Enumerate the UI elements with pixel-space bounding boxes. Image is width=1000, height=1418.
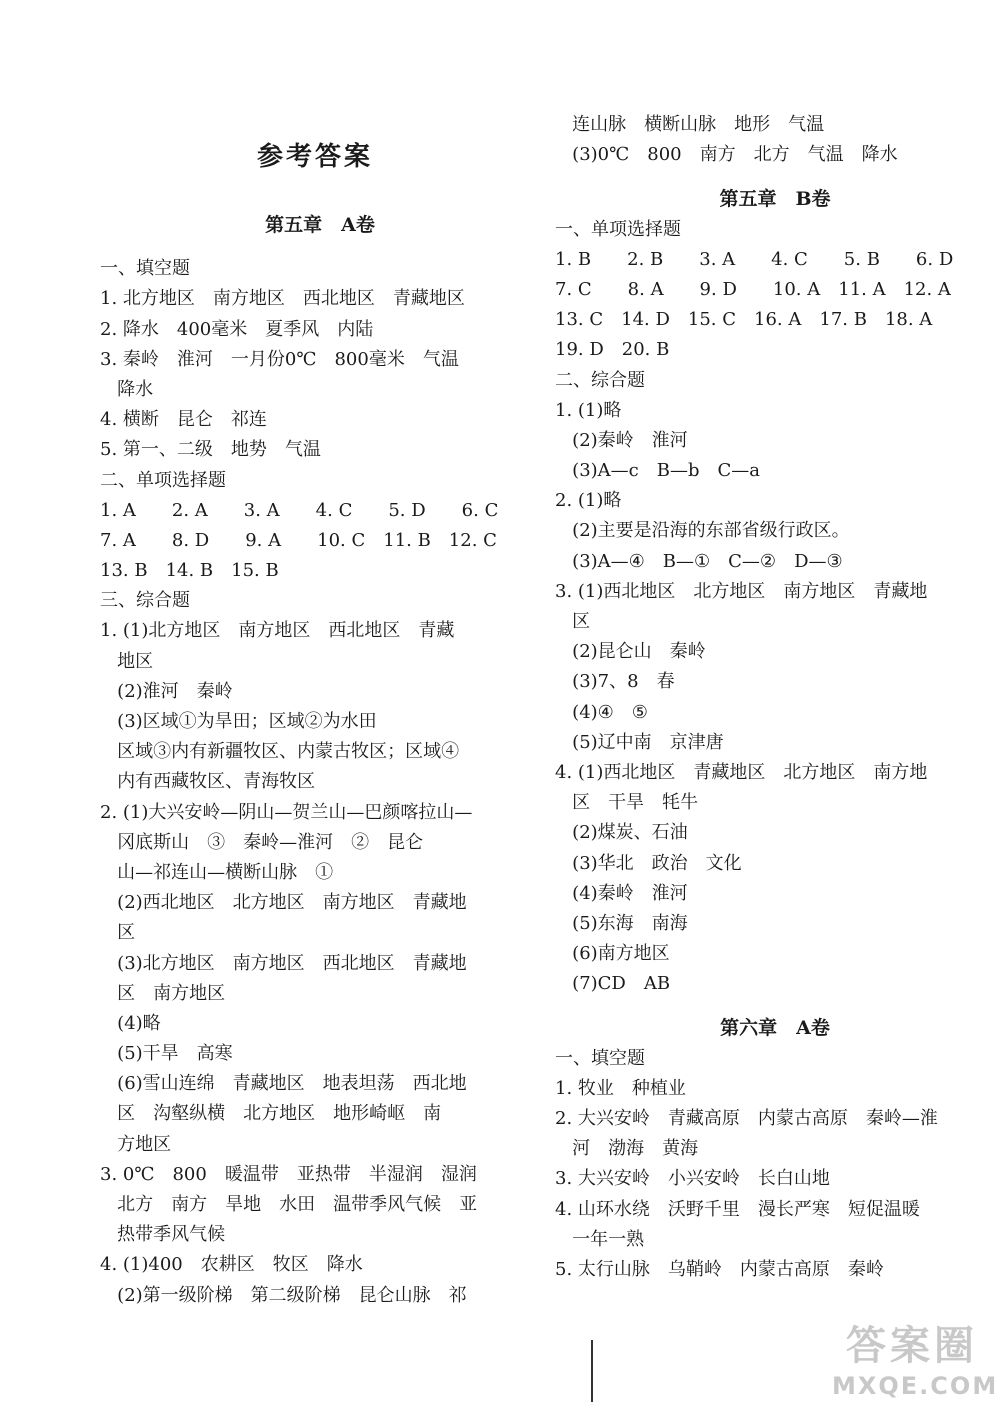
answer-line: 2. 大兴安岭 青藏高原 内蒙古高原 秦岭—淮 — [555, 1108, 938, 1129]
answer-line: 4. (1)400 农耕区 牧区 降水 — [100, 1254, 363, 1276]
answer-line: 连山脉 横断山脉 地形 气温 — [555, 114, 825, 135]
watermark-logo — [832, 1320, 999, 1410]
answer-line: 区 — [555, 611, 591, 632]
answer-line: (2)西北地区 北方地区 南方地区 青藏地 — [100, 892, 467, 914]
answer-line: 1. 北方地区 南方地区 西北地区 青藏地区 — [100, 288, 465, 310]
answer-line: (3)北方地区 南方地区 西北地区 青藏地 — [100, 952, 467, 974]
answer-line: 3. 大兴安岭 小兴安岭 长白山地 — [555, 1168, 830, 1190]
answer-line: (7)CD AB — [555, 973, 671, 995]
answer-line: 河 渤海 黄海 — [555, 1138, 699, 1160]
answer-line: 冈底斯山 ③ 秦岭—淮河 ② 昆仑 — [100, 831, 424, 853]
answer-line: 19. D 20. B — [555, 339, 670, 361]
section-heading: 第六章 A卷 — [720, 1017, 830, 1040]
answer-line: (3)华北 政治 文化 — [555, 852, 742, 874]
answer-line: (3)7、8 春 — [555, 671, 675, 693]
answer-line: 内有西藏牧区、青海牧区 — [100, 771, 316, 793]
answer-line: 二、单项选择题 — [100, 469, 226, 491]
answer-line: 1. (1)略 — [555, 399, 622, 421]
answer-line: 1. A 2. A 3. A 4. C 5. D 6. C — [100, 499, 499, 521]
spacer — [555, 999, 995, 1013]
right-column — [555, 110, 995, 1285]
answer-line: (2)淮河 秦岭 — [100, 680, 233, 702]
answer-line: 7. C 8. A 9. D 10. A 11. A 12. A — [555, 278, 951, 300]
answer-line: 5. 太行山脉 乌鞘岭 内蒙古高原 秦岭 — [555, 1258, 884, 1280]
answer-line: (5)辽中南 京津唐 — [555, 731, 724, 753]
answer-line: 7. A 8. D 9. A 10. C 11. B 12. C — [100, 529, 497, 551]
answer-line: 13. B 14. B 15. B — [100, 560, 279, 582]
answer-line: 热带季风气候 — [100, 1224, 226, 1246]
answer-line: (3)A—④ B—① C—② D—③ — [555, 550, 843, 572]
answer-line: 地区 — [100, 650, 154, 672]
answer-line: 4. 横断 昆仑 祁连 — [100, 409, 267, 431]
page-title: 参考答案 — [256, 142, 373, 172]
answer-line: (5)干旱 高寒 — [100, 1043, 233, 1065]
answer-line: (5)东海 南海 — [555, 912, 688, 934]
answer-line: (2)主要是沿海的东部省级行政区。 — [555, 520, 850, 542]
answer-line: (3)0℃ 800 南方 北方 气温 降水 — [555, 144, 898, 166]
answer-line: 3. 0℃ 800 暖温带 亚热带 半湿润 湿润 — [100, 1163, 477, 1185]
spacer — [100, 240, 540, 254]
answer-line: (3)区域①为旱田；区域②为水田 — [100, 711, 377, 732]
answer-line: 2. 降水 400毫米 夏季风 内陆 — [100, 318, 374, 340]
answer-line: (4)略 — [100, 1012, 161, 1034]
answer-line: 方地区 — [100, 1133, 172, 1155]
left-column — [100, 210, 540, 1311]
answer-line: (2)昆仑山 秦岭 — [555, 641, 706, 663]
answer-line: 1. (1)北方地区 南方地区 西北地区 青藏 — [100, 620, 455, 642]
answer-line: (2)第一级阶梯 第二级阶梯 昆仑山脉 祁 — [100, 1284, 467, 1306]
answer-line: 4. (1)西北地区 青藏地区 北方地区 南方地 — [555, 761, 928, 783]
answer-line: (6)南方地区 — [555, 943, 670, 965]
watermark-main-text: 答案圈 — [846, 1323, 978, 1369]
answer-line: 1. 牧业 种植业 — [555, 1077, 686, 1099]
answer-line: 3. (1)西北地区 北方地区 南方地区 青藏地 — [555, 580, 928, 602]
answer-line: 三、综合题 — [100, 590, 190, 612]
answer-line: 2. (1)略 — [555, 490, 622, 512]
answer-line: 北方 南方 旱地 水田 温带季风气候 亚 — [100, 1194, 478, 1215]
answer-line: (4)秦岭 淮河 — [555, 882, 688, 904]
answer-line: 13. C 14. D 15. C 16. A 17. B 18. A — [555, 309, 933, 331]
answer-line: (4)④ ⑤ — [555, 701, 648, 723]
section-heading: 第五章 A卷 — [265, 214, 375, 236]
answer-line: 区 — [100, 922, 136, 944]
answer-line: 5. 第一、二级 地势 气温 — [100, 439, 321, 461]
answer-line: 山—祁连山—横断山脉 ① — [100, 861, 334, 883]
answer-line: (2)煤炭、石油 — [555, 822, 688, 844]
page-crease-mark — [591, 1340, 593, 1402]
watermark-site-text: MXQE.COM — [832, 1372, 999, 1400]
answer-line: 区 沟壑纵横 北方地区 地形崎岖 南 — [100, 1103, 442, 1125]
answer-line: 一、填空题 — [100, 258, 190, 280]
answer-line: 区域③内有新疆牧区、内蒙古牧区；区域④ — [100, 741, 460, 763]
answer-line: 一、单项选择题 — [555, 218, 681, 240]
answer-line: (3)A—c B—b C—a — [555, 460, 760, 482]
answer-line: 3. 秦岭 淮河 一月份0℃ 800毫米 气温 — [100, 348, 459, 370]
spacer — [555, 170, 995, 184]
section-heading: 第五章 B卷 — [719, 188, 831, 211]
answer-line: 区 干旱 牦牛 — [555, 792, 699, 814]
answer-line: 2. (1)大兴安岭—阴山—贺兰山—巴颜喀拉山— — [100, 801, 473, 823]
answer-line: 一年一熟 — [555, 1228, 645, 1250]
answer-line: (6)雪山连绵 青藏地区 地表坦荡 西北地 — [100, 1073, 467, 1095]
answer-line: 4. 山环水绕 沃野千里 漫长严寒 短促温暖 — [555, 1198, 920, 1220]
answer-line: 一、填空题 — [555, 1047, 645, 1069]
answer-line: (2)秦岭 淮河 — [555, 429, 688, 451]
answer-line: 二、综合题 — [555, 369, 645, 391]
answer-line: 降水 — [100, 378, 154, 400]
answer-line: 区 南方地区 — [100, 982, 226, 1004]
answer-line: 1. B 2. B 3. A 4. C 5. B 6. D — [555, 248, 954, 270]
